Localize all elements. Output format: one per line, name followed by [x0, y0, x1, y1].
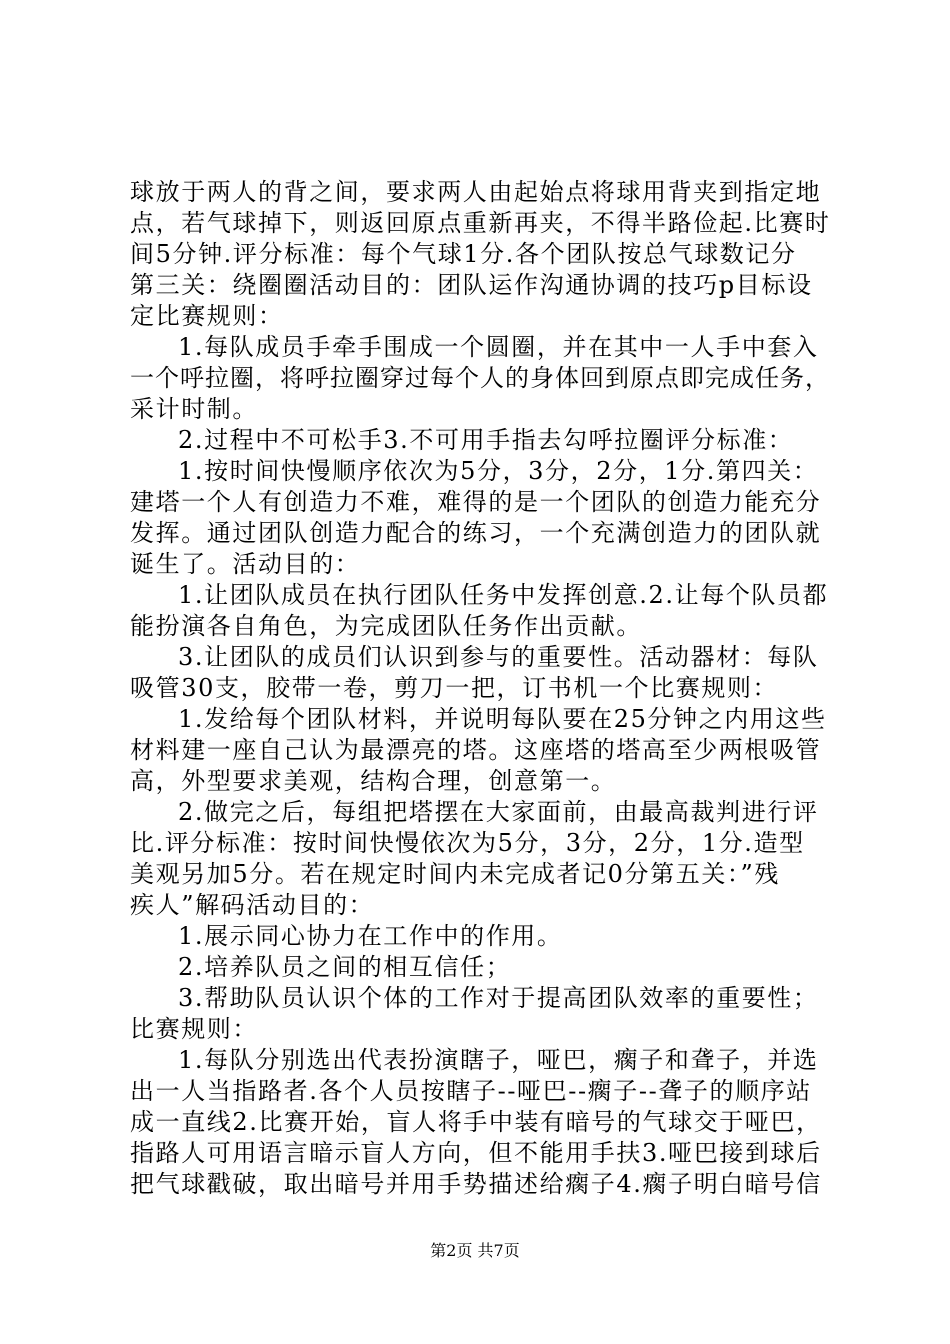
text-line: 一个呼拉圈，将呼拉圈穿过每个人的身体回到原点即完成任务， — [130, 364, 830, 392]
text-line: 1.发给每个团队材料，并说明每队要在25分钟之内用这些 — [178, 705, 827, 733]
text-line: 吸管30支，胶带一卷，剪刀一把，订书机一个比赛规则： — [130, 674, 779, 702]
text-line: 出一人当指路者.各个人员按瞎子--哑巴--瘸子--聋子的顺序站 — [130, 1077, 812, 1105]
text-line: 指路人可用语言暗示盲人方向，但不能用手扶3.哑巴接到球后 — [130, 1139, 822, 1167]
text-line: 球放于两人的背之间，要求两人由起始点将球用背夹到指定地 — [130, 178, 822, 206]
text-line: 材料建一座自己认为最漂亮的塔。这座塔的塔高至少两根吸管 — [130, 736, 822, 764]
text-line: 1.每队分别选出代表扮演瞎子，哑巴，瘸子和聋子，并选 — [178, 1046, 819, 1074]
text-line: 采计时制。 — [130, 395, 258, 423]
text-line: 定比赛规则： — [130, 302, 284, 330]
page-number: 第2页 共7页 — [430, 1241, 520, 1260]
text-line: 建塔一个人有创造力不难，难得的是一个团队的创造力能充分 — [130, 488, 822, 516]
text-line: 3.帮助队员认识个体的工作对于提高团队效率的重要性； — [178, 984, 819, 1012]
text-line: 间5分钟.评分标准：每个气球1分.各个团队按总气球数记分 — [130, 240, 797, 268]
text-line: 第三关：绕圈圈活动目的：团队运作沟通协调的技巧p目标设 — [130, 271, 813, 299]
text-line: 疾人”解码活动目的： — [130, 891, 375, 919]
text-line: 点，若气球掉下，则返回原点重新再夹，不得半路俭起.比赛时 — [130, 209, 831, 237]
text-line: 2.过程中不可松手3.不可用手指去勾呼拉圈评分标准： — [178, 426, 794, 454]
text-line: 美观另加5分。若在规定时间内未完成者记0分第五关：”残 — [130, 860, 781, 888]
text-line: 高，外型要求美观，结构合理，创意第一。 — [130, 767, 617, 795]
page-footer — [0, 1238, 950, 1261]
text-line: 能扮演各自角色，为完成团队任务作出贡献。 — [130, 612, 642, 640]
text-line: 3.让团队的成员们认识到参与的重要性。活动器材：每队 — [178, 643, 819, 671]
document-body — [130, 177, 830, 1200]
text-line: 1.按时间快慢顺序依次为5分，3分，2分，1分.第四关： — [178, 457, 819, 485]
text-line: 2.做完之后，每组把塔摆在大家面前，由最高裁判进行评 — [178, 798, 819, 826]
text-line: 2.培养队员之间的相互信任； — [178, 953, 512, 981]
text-line: 比.评分标准：按时间快慢依次为5分，3分，2分，1分.造型 — [130, 829, 805, 857]
text-line: 比赛规则： — [130, 1015, 258, 1043]
text-line: 把气球戳破，取出暗号并用手势描述给瘸子4.瘸子明白暗号信 — [130, 1170, 822, 1198]
text-line: 1.每队成员手牵手围成一个圆圈，并在其中一人手中套入 — [178, 333, 819, 361]
text-line: 成一直线2.比赛开始，盲人将手中装有暗号的气球交于哑巴， — [130, 1108, 822, 1136]
text-line: 1.展示同心协力在工作中的作用。 — [178, 922, 563, 950]
text-line: 1.让团队成员在执行团队任务中发挥创意.2.让每个队员都 — [178, 581, 829, 609]
text-line: 发挥。通过团队创造力配合的练习，一个充满创造力的团队就 — [130, 519, 822, 547]
text-line: 诞生了。活动目的： — [130, 550, 361, 578]
